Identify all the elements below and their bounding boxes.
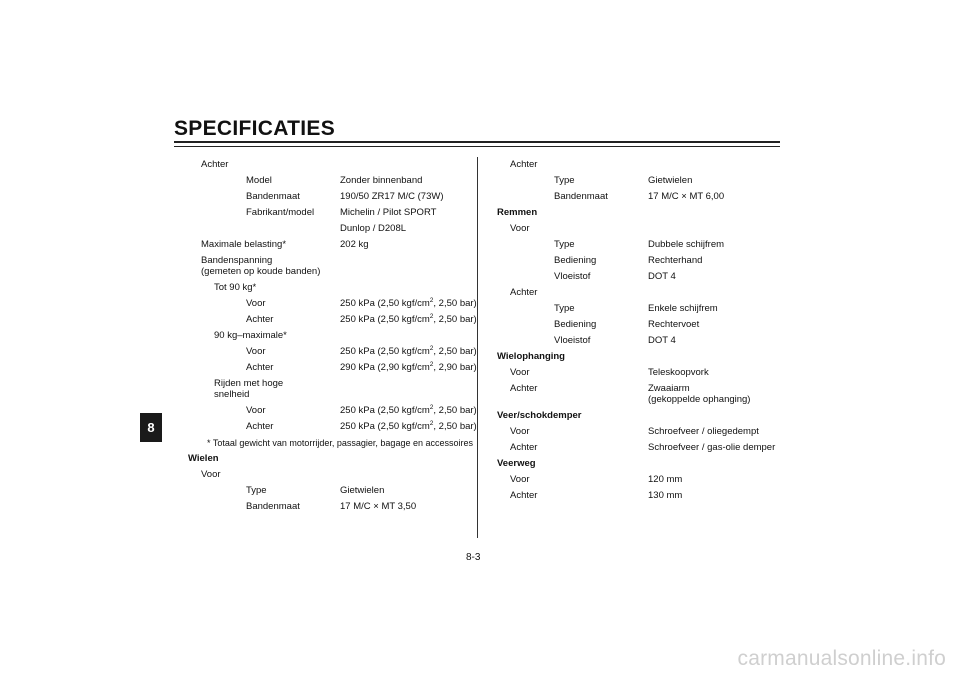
r-bandenmaat-label: Bandenmaat	[554, 191, 608, 202]
rem-voor-vloeistof-label: Vloeistof	[554, 271, 591, 282]
wo-voor-value: Teleskoopvork	[648, 367, 709, 378]
rem-achter-heading: Achter	[510, 287, 538, 298]
bandenmaat-value: 190/50 ZR17 M/C (73W)	[340, 191, 444, 202]
fabrikant-value-2: Dunlop / D208L	[340, 223, 407, 234]
rijden-achter-label: Achter	[246, 421, 274, 432]
chapter-tab: 8	[140, 413, 162, 442]
max-belasting-label: Maximale belasting*	[201, 239, 287, 250]
wiel-type-label: Type	[246, 485, 267, 496]
rem-achter-bediening-label: Bediening	[554, 319, 597, 330]
column-divider	[477, 157, 478, 538]
max-belasting-value: 202 kg	[340, 239, 369, 250]
tot90-voor-value: 250 kPa (2,50 kgf/$cm^2$, 2,50 bar)	[340, 297, 477, 309]
wo-achter-value-2: (gekoppelde ophanging)	[648, 394, 751, 405]
vw-achter-label: Achter	[510, 490, 538, 501]
r-achter-heading: Achter	[510, 159, 538, 170]
vw-voor-label: Voor	[510, 474, 530, 485]
veer-achter-label: Achter	[510, 442, 538, 453]
r-type-label: Type	[554, 175, 575, 186]
vw-achter-value: 130 mm	[648, 490, 683, 501]
rem-voor-bediening-value: Rechterhand	[648, 255, 703, 266]
rijden-voor-value: 250 kPa (2,50 kgf/$cm^2$, 2,50 bar)	[340, 404, 477, 416]
rijden-voor-label: Voor	[246, 405, 266, 416]
wiel-bandenmaat-value: 17 M/C × MT 3,50	[340, 501, 417, 512]
rem-voor-bediening-label: Bediening	[554, 255, 597, 266]
rem-voor-type-value: Dubbele schijfrem	[648, 239, 725, 250]
bandenspanning-line1: Bandenspanning	[201, 255, 273, 266]
r-type-value: Gietwielen	[648, 175, 693, 186]
tot90-achter-value: 250 kPa (2,50 kgf/$cm^2$, 2,50 bar)	[340, 313, 477, 325]
max90-voor-value: 250 kPa (2,50 kgf/$cm^2$, 2,50 bar)	[340, 345, 477, 357]
veer-heading: Veer/schokdemper	[497, 410, 582, 421]
fabrikant-value-1: Michelin / Pilot SPORT	[340, 207, 437, 218]
tot90-achter-label: Achter	[246, 314, 274, 325]
wo-voor-label: Voor	[510, 367, 530, 378]
veer-voor-value: Schroefveer / oliegedempt	[648, 426, 759, 437]
page-title: SPECIFICATIES	[174, 117, 336, 140]
veer-voor-label: Voor	[510, 426, 530, 437]
rem-voor-heading: Voor	[510, 223, 530, 234]
bandenmaat-label: Bandenmaat	[246, 191, 300, 202]
veer-achter-value: Schroefveer / gas-olie demper	[648, 442, 776, 453]
rem-voor-type-label: Type	[554, 239, 575, 250]
max90-achter-label: Achter	[246, 362, 274, 373]
page-number: 8-3	[466, 552, 481, 563]
rem-achter-vloeistof-value: DOT 4	[648, 335, 676, 346]
tot90-voor-label: Voor	[246, 298, 266, 309]
r-bandenmaat-value: 17 M/C × MT 6,00	[648, 191, 725, 202]
wo-achter-label: Achter	[510, 383, 538, 394]
max90-heading: 90 kg–maximale*	[214, 330, 287, 341]
vw-voor-value: 120 mm	[648, 474, 683, 485]
max90-voor-label: Voor	[246, 346, 266, 357]
title-rule-thin	[174, 146, 780, 147]
remmen-heading: Remmen	[497, 207, 538, 218]
rem-voor-vloeistof-value: DOT 4	[648, 271, 676, 282]
wiel-bandenmaat-label: Bandenmaat	[246, 501, 300, 512]
wielen-heading: Wielen	[188, 453, 219, 464]
rem-achter-bediening-value: Rechtervoet	[648, 319, 700, 330]
model-value: Zonder binnenband	[340, 175, 423, 186]
watermark: carmanualsonline.info	[737, 647, 946, 670]
fabrikant-label: Fabrikant/model	[246, 207, 315, 218]
title-rule-thick	[174, 141, 780, 143]
wo-achter-value-1: Zwaaiarm	[648, 383, 690, 394]
veerweg-heading: Veerweg	[497, 458, 536, 469]
rem-achter-type-value: Enkele schijfrem	[648, 303, 718, 314]
max90-achter-value: 290 kPa (2,90 kgf/$cm^2$, 2,90 bar)	[340, 361, 477, 373]
wielophanging-heading: Wielophanging	[497, 351, 565, 362]
rem-achter-type-label: Type	[554, 303, 575, 314]
footnote: * Totaal gewicht van motorrijder, passagier, bagage en accessoires	[207, 438, 473, 448]
tot90-heading: Tot 90 kg*	[214, 282, 257, 293]
rijden-line2: snelheid	[214, 389, 250, 400]
model-label: Model	[246, 175, 272, 186]
wielen-voor-heading: Voor	[201, 469, 221, 480]
rijden-line1: Rijden met hoge	[214, 378, 284, 389]
achter-heading: Achter	[201, 159, 229, 170]
wiel-type-value: Gietwielen	[340, 485, 385, 496]
rem-achter-vloeistof-label: Vloeistof	[554, 335, 591, 346]
rijden-achter-value: 250 kPa (2,50 kgf/$cm^2$, 2,50 bar)	[340, 420, 477, 432]
bandenspanning-line2: (gemeten op koude banden)	[201, 266, 321, 277]
